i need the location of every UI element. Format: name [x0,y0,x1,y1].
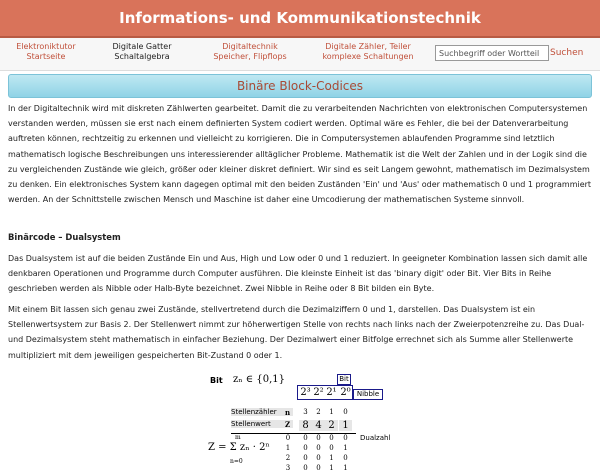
search-input[interactable] [435,45,549,61]
page-title: Binäre Block-Codices [236,79,364,93]
dualsystem-paragraph: Das Dualsystem ist auf die beiden Zustände Ein und Aus, High und Low oder 0 und 1 reduziert. In geeigneter Kombination lassen sich damit alle denkbaren Operationen und Programme durch Computer ausführen. Die kleinste Einheit ist das 'binary digit' oder Bit. Vier Bits in Reihe geschrieben werden als Nibble oder Halb-Byte bezeichnet. Zwei Nibble in Reihe oder 8 Bit bilden ein Byte. [8,254,588,294]
nibble-label: Nibble [356,390,380,398]
row-bit: 0 [316,464,321,472]
main-navigation [0,38,600,71]
nav-item-line2: komplexe Schaltungen [322,52,414,61]
row-bit: 0 [343,434,348,442]
binary-figure [205,372,405,475]
row-bit: 0 [303,434,308,442]
power-cell: 2³ [300,387,311,398]
nav-item-zaehler[interactable] [313,42,423,66]
stellenwert-value: 8 [299,420,312,431]
stellenzaehler-value: 3 [303,408,308,416]
nav-item-line2: Startseite [26,52,66,61]
row-decimal: 1 [285,444,291,452]
sum-upper-limit: m [235,434,241,441]
nav-item-line2: Speicher, Flipflops [213,52,287,61]
stellenwert-paragraph: Mit einem Bit lassen sich genau zwei Zustände, stellvertretend durch die Dezimalziffern 0 und 1, darstellen. Das Dualsystem ist ein Stellenwertsystem zur Basis 2. Der Stellenwert nimmt zur höherwertigen Stelle von rechts nach links nach der Zweierpotenzreihe zu. Das Dual- und Dezimalsystem steht mathematisch in einfacher Beziehung. Der Dezimalwert einer Bitfolge errechnet sich als Summe aller Stellenwerte multipliziert mit dem jeweiligen gespeicherten Bit-Zustand 0 oder 1. [8,305,585,360]
section-heading: Binärcode – Dualsystem [8,232,121,242]
n-symbol: n [285,408,291,417]
bit-box-label: Bit [339,375,349,383]
stellenzaehler-label: Stellenzähler [231,408,293,416]
row-bit: 0 [329,444,334,452]
nav-item-line1: Digitale Zähler, Teiler [325,42,411,51]
stellenwert-value: 1 [339,420,352,431]
nav-item-line1: Elektroniktutor [16,42,76,51]
power-cell: 2¹ [326,387,337,398]
nav-item-line1: Digitale Gatter [112,42,172,51]
stellenzaehler-value: 1 [329,408,334,416]
figure-bit-label: Bit [210,376,223,385]
row-bit: 1 [329,454,334,462]
z-symbol: Z [285,420,291,429]
row-bit: 1 [343,464,348,472]
row-decimal: 3 [285,464,291,472]
row-bit: 0 [303,464,308,472]
stellenzaehler-value: 2 [316,408,321,416]
nibble-box [353,389,383,400]
stellenwert-label: Stellenwert [231,420,293,428]
nav-item-line1: Digitaltechnik [222,42,278,51]
row-bit: 0 [343,454,348,462]
bit-box [337,374,351,385]
row-bit: 0 [329,434,334,442]
row-bit: 0 [303,444,308,452]
intro-paragraph: In der Digitaltechnik wird mit diskreten Zählwerten gearbeitet. Damit die zu verarbeitenden Nachrichten von elektronischen Computersystemen verstanden werden, müssen sie erst nach einem definierten System codiert werden. Optimal wäre es Fehler, die bei der Datenverarbeitung auftreten können, rechtzeitig zu erkennen und vielleicht zu korrigieren. Die in Computersystemen ablaufenden Programme sind letztlich mathematisch logische Beschreibungen uns interessierender alltäglicher Probleme. Mathematik ist die Welt der Zahlen und in der Logik sind die zu vergleichenden Zustände wie gleich, größer oder kleiner diskret definiert. Wir sind es seit Langem gewohnt, mathematisch im Dezimalsystem zu denken. Ein elektronisches System kann dagegen optimal mit den beiden Zuständen 'Ein' und 'Aus' oder mathematisch 0 und 1 programmiert werden. An der Schnittstelle zwischen Mensch und Maschine ist daher eine Umcodierung der mathematischen Systeme sinnvoll. [8,104,592,205]
row-decimal: 0 [285,434,291,442]
row-bit: 0 [303,454,308,462]
row-bit: 1 [343,444,348,452]
row-decimal: 2 [285,454,291,462]
sum-formula: Z = Σ zₙ · 2ⁿ [208,442,270,453]
nav-item-line2: Schaltalgebra [114,52,170,61]
stellenzaehler-value: 0 [343,408,348,416]
stellenwert-value: 2 [325,420,338,431]
row-bit: 0 [316,454,321,462]
search-button[interactable]: Suchen [550,48,584,58]
nav-item-gatter[interactable] [104,42,180,66]
nav-item-startseite[interactable] [10,42,82,66]
nav-item-digitaltechnik[interactable] [200,42,300,66]
row-bit: 0 [316,444,321,452]
dualzahl-label: Dualzahl [360,434,391,442]
row-bit: 0 [316,434,321,442]
figure-set-expression: zₙ ∈ {0,1} [233,374,285,385]
sum-lower-limit: n=0 [230,458,243,465]
power-cell: 2⁰ [340,387,351,398]
site-header [0,0,600,38]
page-title-bar [8,74,592,98]
power-cell: 2² [313,387,324,398]
site-title: Informations- und Kommunikationstechnik [119,9,481,27]
row-bit: 1 [329,464,334,472]
stellenwert-value: 4 [312,420,325,431]
